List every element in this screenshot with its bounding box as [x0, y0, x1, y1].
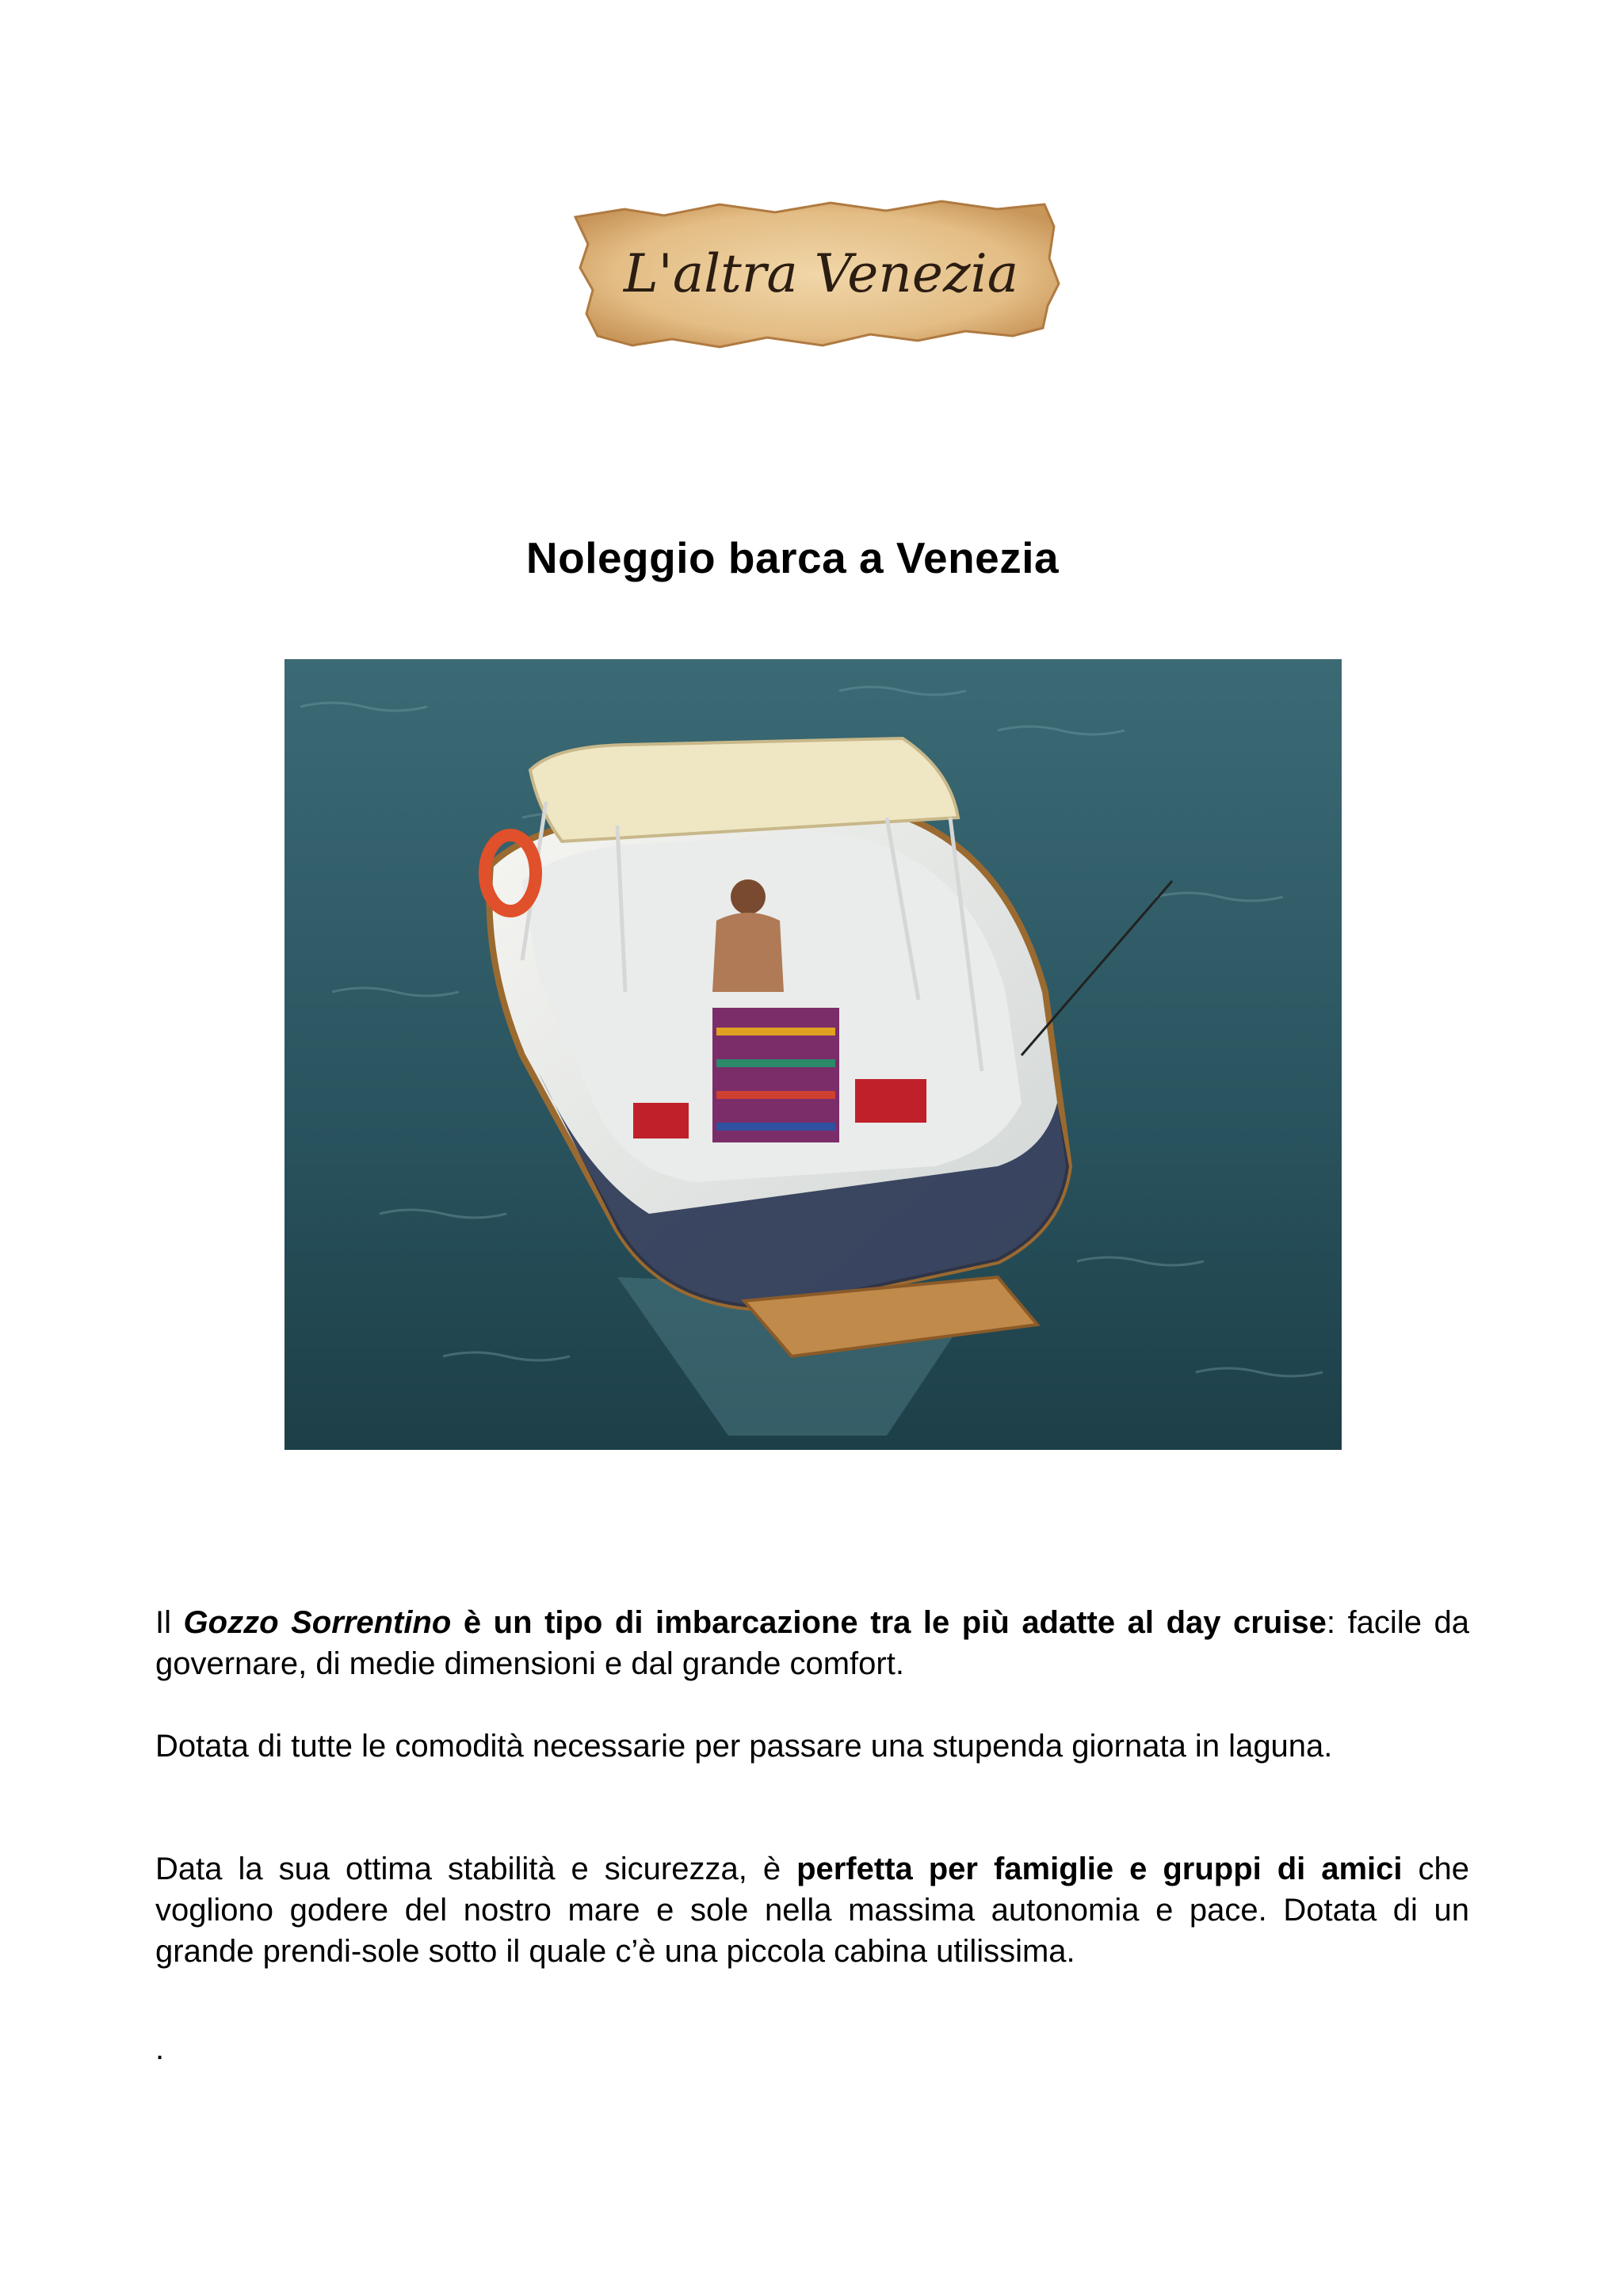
parchment-logo-icon	[569, 195, 1065, 352]
boat-photo	[285, 659, 1342, 1450]
boat-model-name: Gozzo Sorrentino	[183, 1605, 452, 1640]
paragraph-intro-rest: : facile da governare, di medie dimensioni e dal grande comfort.	[155, 1605, 1469, 1681]
page-title: Noleggio barca a Venezia	[525, 533, 1060, 582]
boat-type-description: è un tipo di imbarcazione tra le più adatte al day cruise	[451, 1605, 1327, 1640]
motorboat-photo-icon	[285, 659, 1342, 1450]
logo	[569, 195, 1065, 352]
paragraph-comfort: Dotata di tutte le comodità necessarie per passare una stupenda giornata in laguna.	[155, 1729, 1333, 1764]
logo-text: L'altra Venezia	[623, 243, 1019, 304]
target-audience: perfetta per famiglie e gruppi di amici	[796, 1852, 1403, 1886]
paragraph-stability-rest: che vogliono godere del nostro mare e sole nella massima autonomia e pace. Dotata di un grande prendi-sole sotto il quale c’è una piccola cabina utilissima.	[155, 1852, 1470, 1969]
paragraph-intro-lead: Il	[155, 1605, 184, 1640]
trailing-dot: .	[155, 2031, 165, 2066]
paragraph-stability-lead: Data la sua ottima stabilità e sicurezza, è	[155, 1852, 797, 1886]
paragraph-stability	[155, 1848, 1469, 1972]
paragraph-intro	[155, 1602, 1469, 1684]
